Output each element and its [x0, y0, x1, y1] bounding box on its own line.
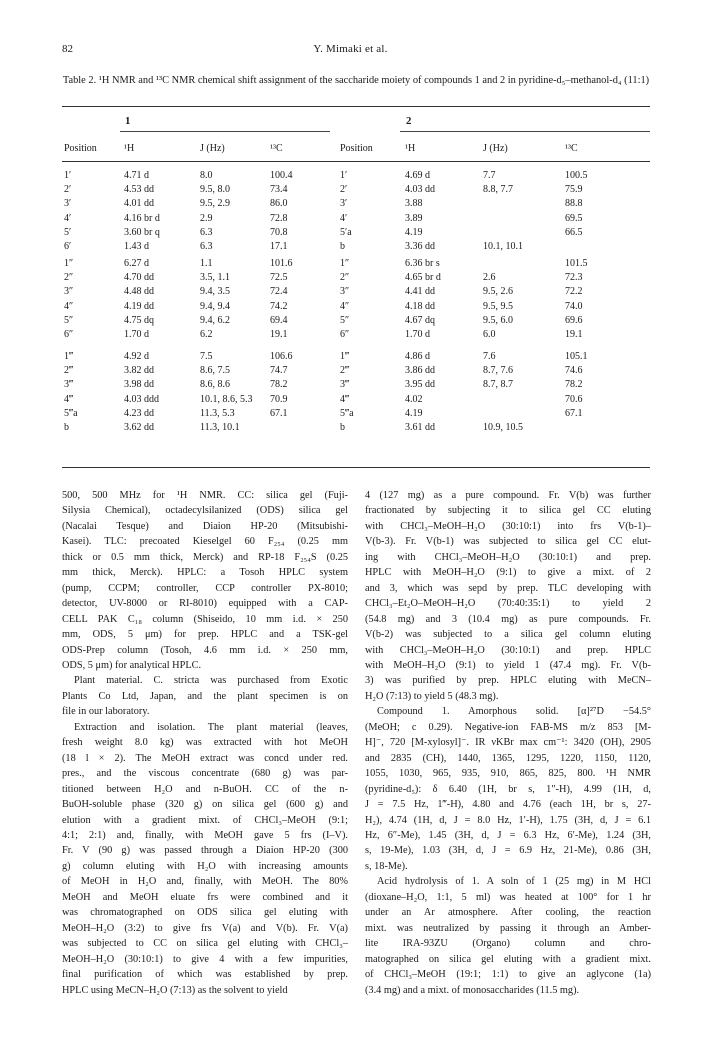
text-line: (pyridine-d₅): δ 6.40 (1H, br s, 1″-H), 4.99 (1H, d, [365, 783, 651, 795]
table-cell: 17.1 [270, 241, 288, 252]
table-row [0, 213, 701, 226]
body-text-left-column [62, 488, 348, 998]
table-cell: 3′ [340, 198, 348, 210]
text-line: mm, ODS, 5 μm) for prep. HPLC and a TSK-gel [62, 629, 348, 641]
table-cell: 69.6 [565, 314, 583, 326]
table-cell: 74.6 [565, 365, 583, 377]
table-cell: 9.4, 6.2 [200, 314, 230, 326]
table-cell: 6.27 d [124, 258, 149, 269]
text-line: with CHCl₃–MeOH–H₂O (30:10:1) into frs V(b-1)– [365, 520, 651, 532]
table-row [0, 301, 701, 314]
text-line: BuOH-soluble phase (320 g) on silica gel (600 g) and [62, 799, 348, 811]
table-cell: 2‴ [340, 365, 350, 377]
table-cell: 7.5 [200, 351, 213, 362]
table-cell: 3′ [64, 198, 72, 210]
column-header: ¹H [124, 143, 135, 154]
table-cell: 4.19 [405, 226, 423, 238]
table-cell: 2.9 [200, 212, 213, 224]
text-line: H₂O (7:13) to yield 5 (48.3 mg). [365, 690, 499, 702]
table-cell: 9.5, 8.0 [200, 184, 230, 196]
table-cell: 4.65 br d [405, 272, 441, 284]
table-cell: 4.48 dd [124, 286, 154, 298]
table-cell: 8.8, 7.7 [483, 184, 513, 196]
table-row [0, 329, 701, 342]
table-cell: 72.8 [270, 212, 288, 224]
table-cell: 88.8 [565, 198, 583, 210]
table-cell: 6.2 [200, 329, 213, 340]
column-header: ¹H [405, 143, 416, 154]
table-cell: 78.2 [565, 379, 583, 391]
table-cell: 2″ [64, 272, 74, 284]
table-cell: 4.23 dd [124, 407, 154, 419]
table-cell: 4.16 br d [124, 212, 160, 224]
text-line: J = 7.5 Hz, 1‴-H), 4.80 and 4.76 (each 1H, br s, 27- [365, 799, 651, 811]
table-cell: b [340, 422, 345, 433]
table-cell: 9.5, 9.5 [483, 300, 513, 312]
table-cell: 4″ [340, 300, 350, 312]
text-line: CELL PAK C₁₈ column (Shiseido, 10 mm i.d. × 250 [62, 613, 348, 625]
table-cell: 72.5 [270, 272, 288, 284]
text-line: g) column eluting with H₂O with increasing amounts [62, 860, 348, 872]
text-line: (54.8 mg) and 3 (10.4 mg) as pure compounds. Fr. [365, 613, 651, 625]
text-line: MeOH and MeOH eluate frs were combined and it [62, 891, 348, 903]
table-cell: 1.70 d [124, 329, 149, 340]
text-line: Acid hydrolysis of 1. A soln of 1 (25 mg) in M HCl [377, 876, 651, 888]
text-line: ing with CHCl₃–MeOH–H₂O (30:10:1) and prep. [365, 551, 651, 563]
text-line: ODS-Prep column (Tosoh, 4.6 mm i.d. × 250 mm, [62, 644, 348, 656]
text-line: CHCl₃–Et₂O–MeOH–H₂O (70:40:35:1) to yield 2 [365, 598, 651, 610]
table-cell: 9.5, 6.0 [483, 314, 513, 326]
table-cell: 3‴ [64, 379, 74, 391]
table-cell: 74.2 [270, 300, 288, 312]
table-cell: 3.62 dd [124, 422, 154, 433]
table-cell: 75.9 [565, 184, 583, 196]
table-row [0, 365, 701, 378]
text-line: HPLC using MeCN–H₂O (7:13) as the solvent to yield [62, 984, 288, 996]
table-cell: 4.71 d [124, 170, 149, 181]
table-row [0, 394, 701, 407]
text-line: H₂), 4.74 (1H, d, J = 8.0 Hz, 1′-H), 1.75 (3H, d, J = 6.1 [365, 814, 651, 826]
table-row [0, 286, 701, 299]
table-row [0, 184, 701, 197]
table-cell: 70.8 [270, 226, 288, 238]
table-cell: 4‴ [64, 393, 74, 405]
table-cell: 72.4 [270, 286, 288, 298]
text-line: file in our laboratory. [62, 706, 150, 718]
table-cell: 1.70 d [405, 329, 430, 340]
table-cell: 69.4 [270, 314, 288, 326]
text-line: of MeOH in H₂O and, finally, with MeOH. The 80% [62, 876, 348, 888]
table-cell: 3.60 br q [124, 226, 160, 238]
table-cell: 1′ [64, 170, 72, 181]
table-cell: 4‴ [340, 393, 350, 405]
table-cell: 3.61 dd [405, 422, 435, 433]
text-line: V(b-3). Fr. V(b-1) was subjected to silica gel CC elut- [365, 536, 651, 548]
table-cell: 72.3 [565, 272, 583, 284]
table-cell: 2″ [340, 272, 350, 284]
table-row [0, 227, 701, 240]
table-group-label-1: 1 [125, 115, 131, 127]
column-header: J (Hz) [200, 143, 225, 154]
table-row [0, 170, 701, 183]
table-cell: 3.95 dd [405, 379, 435, 391]
text-line: pres., and the viscous concentrate (680 g) was par- [62, 768, 348, 780]
text-line: Plant material. C. stricta was purchased from Exotic [74, 675, 348, 687]
table-row [0, 379, 701, 392]
table-cell: 2‴ [64, 365, 74, 377]
table-row [0, 408, 701, 421]
text-line: with MeOH–H₂O (9:1) to yield 1 (47.4 mg). Fr. V(b- [365, 659, 651, 671]
table-cell: 5″ [64, 314, 74, 326]
table-cell: 8.6, 7.5 [200, 365, 230, 377]
table-cell: 106.6 [270, 351, 293, 362]
table-cell: 9.4, 3.5 [200, 286, 230, 298]
table-top-rule [62, 106, 650, 107]
table-cell: 1.43 d [124, 241, 149, 252]
table-cell: 9.5, 2.6 [483, 286, 513, 298]
table-cell: 10.1, 8.6, 5.3 [200, 393, 253, 405]
text-line: s, 18-Me). [365, 860, 408, 872]
table-cell: 4.19 [405, 407, 423, 419]
table-cell: 4′ [340, 212, 348, 224]
table-cell: 4.03 dd [405, 184, 435, 196]
table-cell: 3.5, 1.1 [200, 272, 230, 284]
table-cell: 3.36 dd [405, 241, 435, 252]
text-line: Kasei). TLC: precoated Kieselgel 60 F₂₅₄ (0.25 mm [62, 536, 348, 548]
text-line: mixt. was neutralized by passing it through an Amber- [365, 922, 651, 934]
table-cell: 5‴a [64, 407, 78, 419]
text-line: (18 l × 2). The MeOH extract was concd under red. [62, 752, 348, 764]
table-cell: 70.9 [270, 393, 288, 405]
text-line: and 3, which was sepd by prep. TLC developing with [365, 582, 651, 594]
table-cell: 3‴ [340, 379, 350, 391]
table-cell: 4.67 dq [405, 314, 435, 326]
table-cell: 5′ [64, 226, 72, 238]
table-cell: 1‴ [64, 351, 74, 362]
text-line: final purification of which was established by prep. [62, 969, 348, 981]
table-cell: 6.0 [483, 329, 496, 340]
table-cell: b [340, 241, 345, 252]
table-cell: 67.1 [565, 407, 583, 419]
text-line: lite IRA-93ZU (Organo) column and chro- [365, 938, 651, 950]
table-cell: 4.75 dq [124, 314, 154, 326]
table-cell: 4.70 dd [124, 272, 154, 284]
table-cell: 10.1, 10.1 [483, 241, 523, 252]
text-line: V(b-2) was subjected to a silica gel column eluting [365, 629, 651, 641]
table-cell: b [64, 422, 69, 433]
table-cell: 11.3, 10.1 [200, 422, 240, 433]
table-cell: 3″ [64, 286, 74, 298]
text-line: was chromatographed on ODS silica gel eluting with [62, 907, 348, 919]
table-cell: 10.9, 10.5 [483, 422, 523, 433]
table-cell: 19.1 [270, 329, 288, 340]
page-number: 82 [62, 43, 73, 55]
table-cell: 19.1 [565, 329, 583, 340]
table-row [0, 422, 701, 435]
table-cell: 2.6 [483, 272, 496, 284]
text-line: matographed on silica gel eluting with a gradient mixt. [365, 953, 651, 965]
table-cell: 100.5 [565, 170, 588, 181]
table-cell: 3.82 dd [124, 365, 154, 377]
table-cell: 4′ [64, 212, 72, 224]
text-line: Plants Co Ltd, Japan, and the plant specimen is on [62, 690, 348, 702]
text-line: (dioxane–H₂O, 1:1, 5 ml) was heated at 100° for 1 hr [365, 891, 651, 903]
group-1-underline [120, 131, 330, 132]
text-line: 1055, 1030, 965, 935, 910, 865, 825, 800. ¹H NMR [365, 768, 651, 780]
column-header: ¹³C [270, 143, 283, 154]
text-line: H]⁻, 720 [M-xylosyl]⁻. IR νKBr max cm⁻¹: 3420 (OH), 2905 [365, 737, 651, 749]
text-line: mm thick, Merck). HPLC: a Tosoh HPLC system [62, 567, 348, 579]
table-cell: 101.6 [270, 258, 293, 269]
text-line: MeOH–H₂O (30:10:1) to give 4 with a few impurities, [62, 953, 348, 965]
table-cell: 4.19 dd [124, 300, 154, 312]
text-line: (Nacalai Tesque) and Diaion HP-20 (Mitsubishi- [62, 520, 348, 532]
text-line: Compound 1. Amorphous solid. [α]²⁷D −54.5° [377, 706, 651, 718]
text-line: under an Ar atmosphere. After cooling, the reaction [365, 907, 651, 919]
table-cell: 67.1 [270, 407, 288, 419]
column-header: J (Hz) [483, 143, 508, 154]
table-cell: 9.5, 2.9 [200, 198, 230, 210]
table-cell: 8.7, 8.7 [483, 379, 513, 391]
table-cell: 66.5 [565, 226, 583, 238]
table-cell: 5′a [340, 226, 352, 238]
table-cell: 101.5 [565, 258, 588, 269]
column-header: Position [340, 143, 373, 154]
table-cell: 78.2 [270, 379, 288, 391]
table-cell: 1′ [340, 170, 348, 181]
table-cell: 74.7 [270, 365, 288, 377]
table-cell: 4.03 ddd [124, 393, 159, 405]
table-cell: 1‴ [340, 351, 350, 362]
table-row [0, 198, 701, 211]
text-line: fractionated by subjecting it to silica gel CC eluting [365, 505, 651, 517]
table-cell: 6.3 [200, 226, 213, 238]
table-cell: 4.18 dd [405, 300, 435, 312]
table-header-rule [62, 161, 650, 162]
table-cell: 70.6 [565, 393, 583, 405]
column-header: Position [64, 143, 97, 154]
text-line: (3.4 mg) and a mixt. of monosaccharides (11.5 mg). [365, 984, 580, 996]
text-line: of CHCl₃–MeOH (19:1; 1:1) to give an aglycone (1a) [365, 969, 651, 981]
text-line: (MeOH; c 0.29). Negative-ion FAB-MS m/z 853 [M- [365, 721, 651, 733]
table-cell: 9.4, 9.4 [200, 300, 230, 312]
running-header [62, 43, 639, 59]
table-bottom-rule [62, 467, 650, 468]
text-line: was subjected to CC on silica gel eluting with CHCl₃– [62, 938, 348, 950]
table-cell: 8.0 [200, 170, 213, 181]
table-cell: 5″ [340, 314, 350, 326]
text-line: 500, 500 MHz for ¹H NMR. CC: silica gel (Fuji- [62, 490, 348, 501]
table-cell: 3.86 dd [405, 365, 435, 377]
text-line: thick or 0.5 mm thick, Merck) and RP-18 F₂₅₄S (0.25 [62, 551, 348, 563]
text-line: 4:1; 2:1) and, finally, with MeOH gave 5 frs (I–V). [62, 829, 348, 841]
table-cell: 3.89 [405, 212, 423, 224]
table-cell: 3″ [340, 286, 350, 298]
text-line: and 2835 (CH), 1440, 1365, 1295, 1220, 1150, 1120, [365, 752, 651, 764]
text-line: with CHCl₃–MeOH–H₂O (30:10:1) and prep. HPLC [365, 644, 651, 656]
table-cell: 69.5 [565, 212, 583, 224]
table-cell: 1.1 [200, 258, 213, 269]
table-cell: 1″ [64, 258, 74, 269]
text-line: Fr. V (90 g) was passed through a Diaion HP-20 (300 [62, 845, 348, 857]
table-cell: 100.4 [270, 170, 293, 181]
table-row [0, 315, 701, 328]
table-cell: 8.7, 7.6 [483, 365, 513, 377]
body-text-right-column [365, 488, 651, 998]
table-cell: 2′ [340, 184, 348, 196]
table-cell: 86.0 [270, 198, 288, 210]
table-cell: 4.53 dd [124, 184, 154, 196]
text-line: Silysia Chemical), octadecylsilanized (ODS) silica gel [62, 505, 348, 517]
table-cell: 4″ [64, 300, 74, 312]
table-cell: 4.92 d [124, 351, 149, 362]
text-line: elution with a gradient mixt. of CHCl₃–MeOH (9:1; [62, 814, 348, 826]
text-line: Hz, 6″-Me), 1.45 (3H, d, J = 6.3 Hz, 6′-Me), 1.24 (3H, [365, 829, 651, 841]
text-line: MeOH–H₂O (3:2) to give frs V(a) and V(b). Fr. V(a) [62, 922, 348, 934]
text-line: (pump, CCPM; controller, CCP controller PX-8010; [62, 582, 348, 594]
text-line: ODS, 5 μm) for analytical HPLC. [62, 659, 202, 671]
table-cell: 73.4 [270, 184, 288, 196]
table-cell: 72.2 [565, 286, 583, 298]
text-line: Extraction and isolation. The plant material (leaves, [74, 721, 348, 733]
table-cell: 7.6 [483, 351, 496, 362]
table-caption: Table 2. ¹H NMR and ¹³C NMR chemical shift assignment of the saccharide moiety of compounds 1 and 2 in pyridine-d₅–methanol-d₄ (11:1) [62, 75, 650, 86]
table-cell: 6.3 [200, 241, 213, 252]
text-line: titioned between H₂O and n-BuOH. CC of the n- [62, 783, 348, 795]
text-line: s, 19-Me), 1.03 (3H, d, J = 6.9 Hz, 21-Me), 0.86 (3H, [365, 845, 651, 857]
table-row [0, 272, 701, 285]
table-cell: 8.6, 8.6 [200, 379, 230, 391]
table-cell: 74.0 [565, 300, 583, 312]
table-cell: 4.69 d [405, 170, 430, 181]
text-line: fresh weight 8.0 kg) was extracted with hot MeOH [62, 737, 348, 749]
table-cell: 3.98 dd [124, 379, 154, 391]
table-cell: 7.7 [483, 170, 496, 181]
text-line: HPLC with MeOH–H₂O (9:1) to give a mixt. of 2 [365, 567, 651, 579]
text-line: 3) was purified by prep. HPLC eluting with MeCN– [365, 675, 651, 687]
table-cell: 6″ [340, 329, 350, 340]
table-cell: 4.02 [405, 393, 423, 405]
table-cell: 4.01 dd [124, 198, 154, 210]
table-cell: 4.86 d [405, 351, 430, 362]
table-cell: 4.41 dd [405, 286, 435, 298]
table-cell: 11.3, 5.3 [200, 407, 235, 419]
table-row [0, 241, 701, 254]
table-row [0, 351, 701, 364]
table-cell: 6″ [64, 329, 74, 340]
text-line: 4 (127 mg) as a pure compound. Fr. V(b) was further [365, 490, 651, 501]
text-line: detector, UV-8000 or RI-8010) equipped with a CAP- [62, 598, 348, 610]
column-header: ¹³C [565, 143, 578, 154]
table-cell: 2′ [64, 184, 72, 196]
running-head-authors: Y. Mimaki et al. [313, 43, 388, 55]
table-row [0, 258, 701, 271]
table-cell: 5‴a [340, 407, 354, 419]
table-cell: 6.36 br s [405, 258, 440, 269]
table-cell: 6′ [64, 241, 72, 252]
table-cell: 1″ [340, 258, 350, 269]
group-2-underline [400, 131, 650, 132]
table-cell: 3.88 [405, 198, 423, 210]
table-cell: 105.1 [565, 351, 588, 362]
table-group-label-2: 2 [406, 115, 412, 127]
